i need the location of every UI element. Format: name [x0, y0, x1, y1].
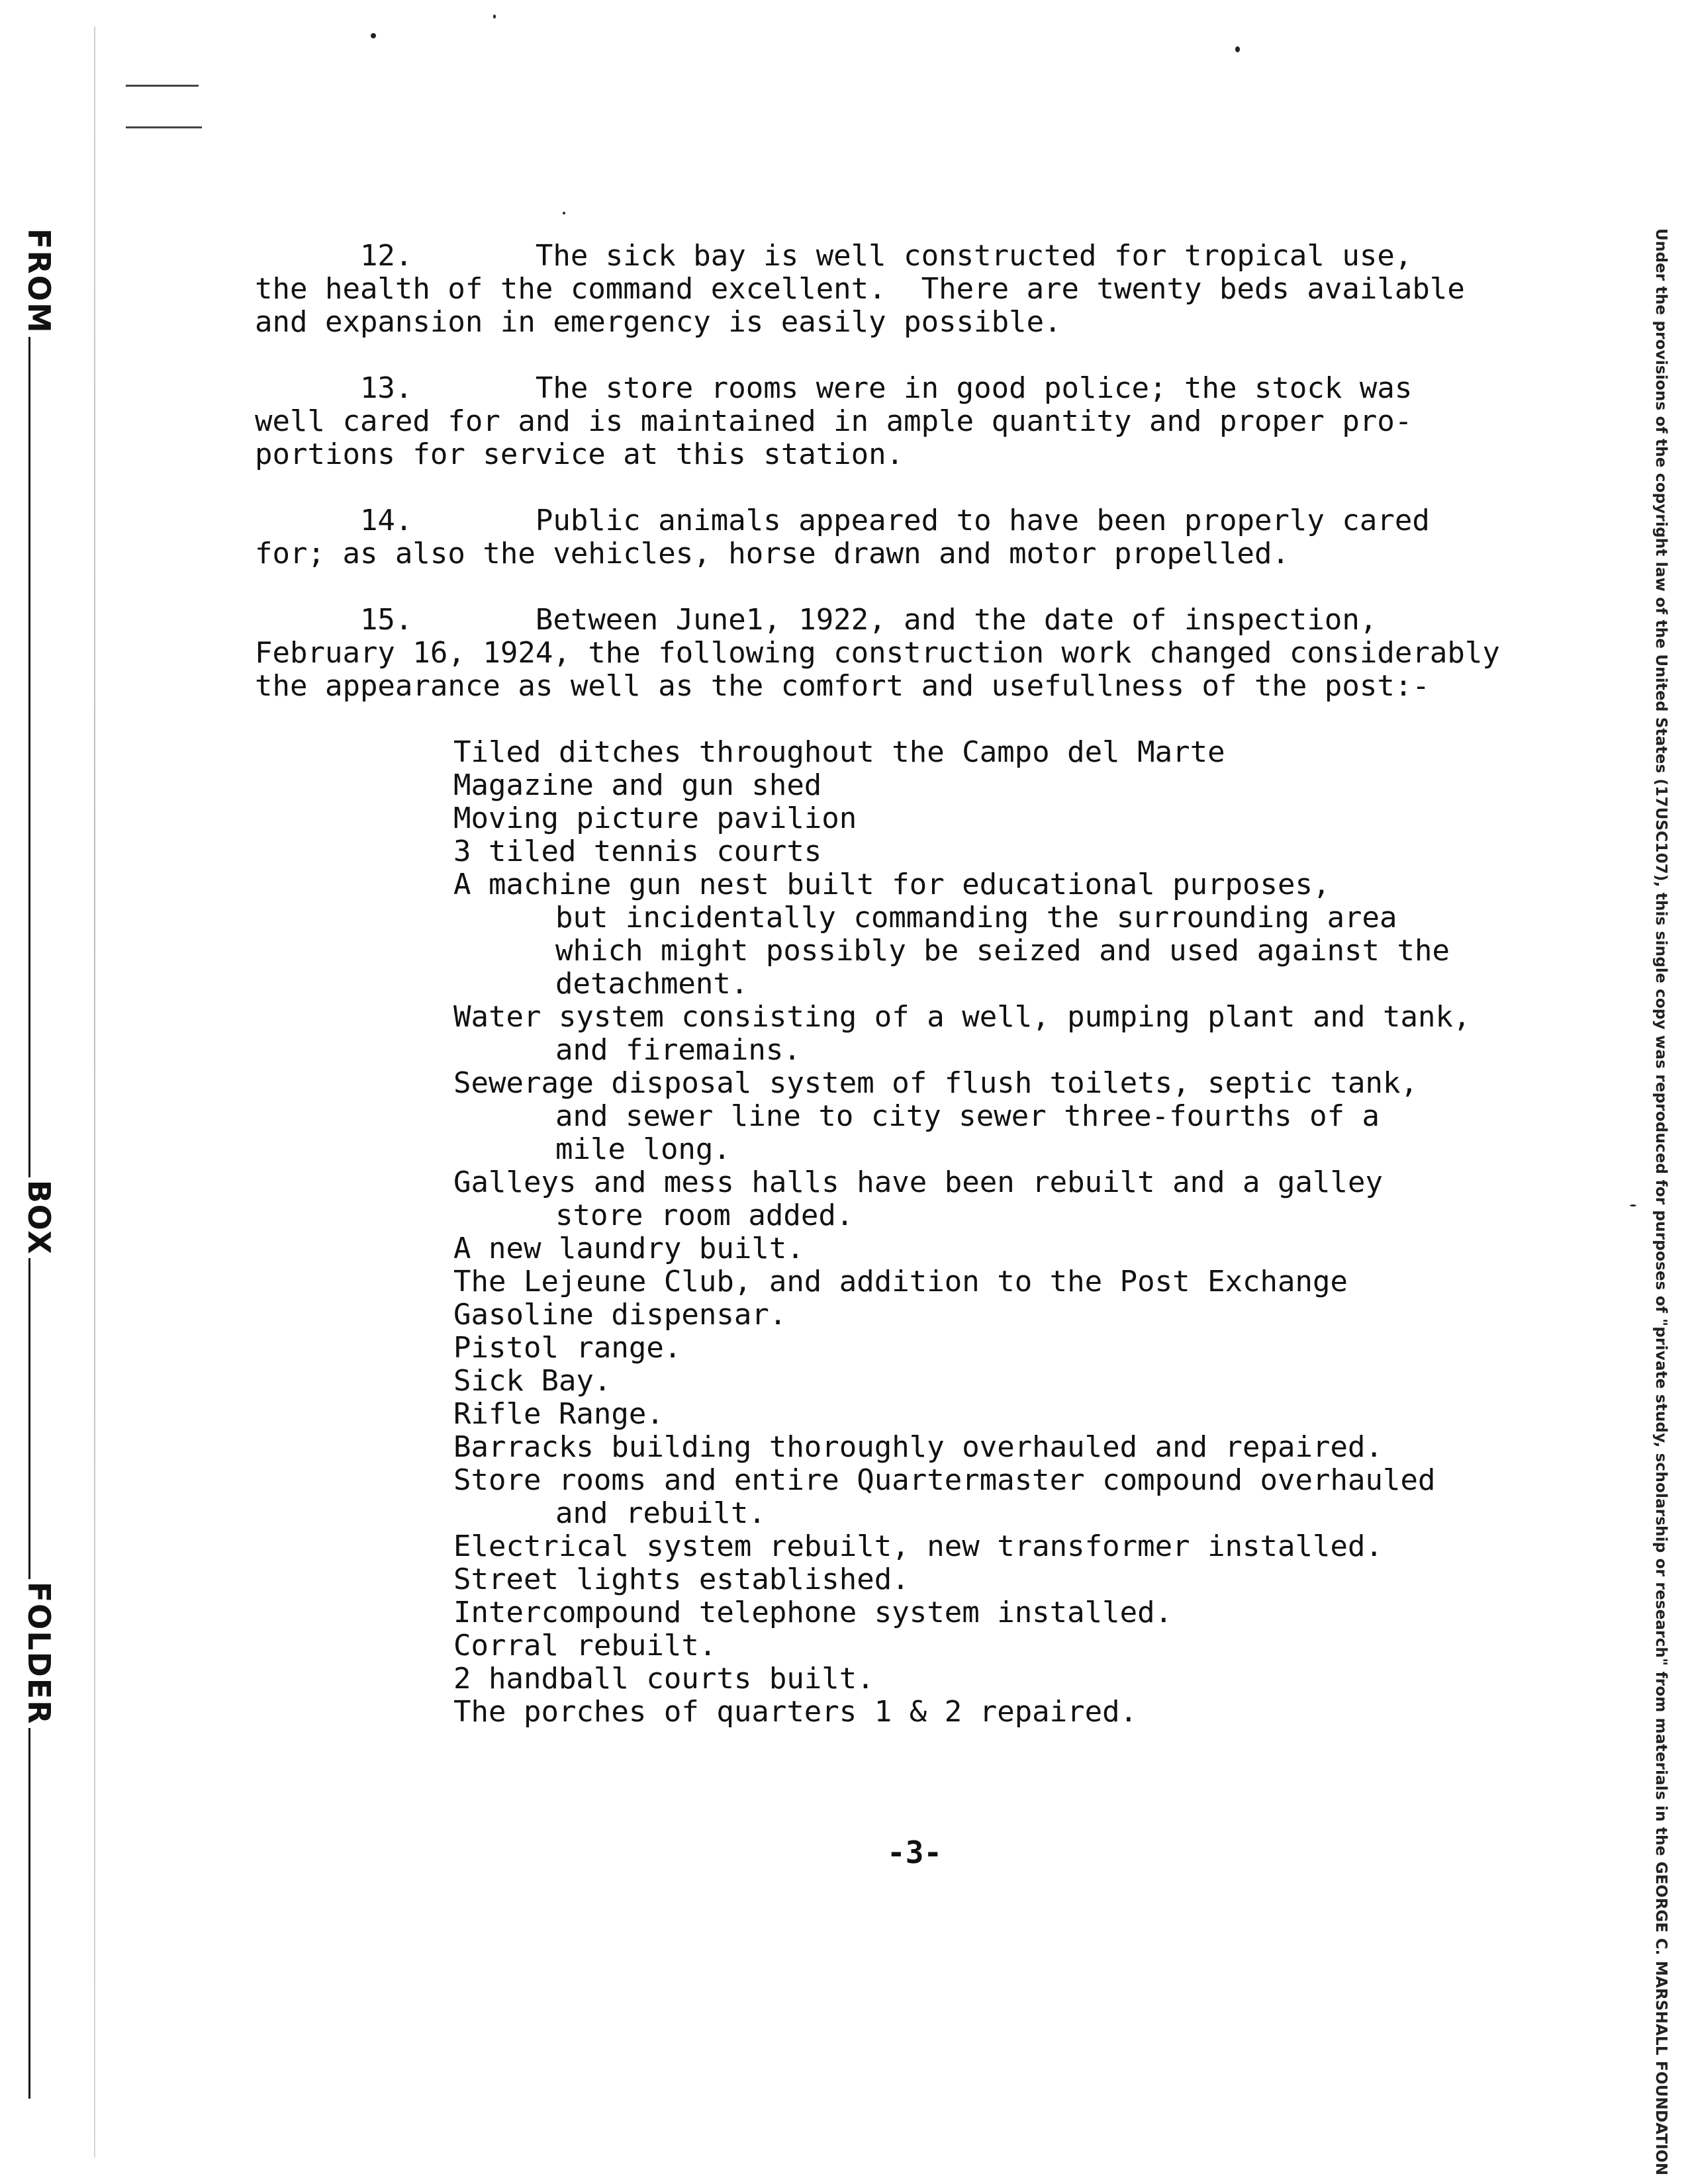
paragraph: [255, 372, 1632, 471]
from-blank-line: [28, 337, 30, 1177]
box-label: BOX: [21, 1179, 57, 1255]
paragraph: [255, 604, 1632, 703]
paragraph: [255, 504, 1632, 570]
box-blank-line: [28, 1258, 30, 1579]
list-item: Water system consisting of a well, pumping plant and tank,: [453, 1000, 1471, 1034]
list-item: Corral rebuilt.: [453, 1629, 717, 1662]
binding-margin-line: [94, 26, 95, 2158]
list-item: Gasoline dispensar.: [453, 1298, 787, 1332]
list-item: The Lejeune Club, and addition to the Post Exchange: [453, 1265, 1348, 1298]
paragraph-line: February 16, 1924, the following construction work changed considerably: [255, 636, 1500, 670]
list-item: Moving picture pavilion: [453, 801, 857, 835]
paragraph-line: the health of the command excellent. There are twenty beds available: [255, 272, 1465, 306]
list-item: A machine gun nest built for educational purposes,: [453, 868, 1331, 901]
list-item-continuation: store room added.: [555, 1199, 854, 1232]
scan-speck: [1235, 46, 1240, 52]
margin-mark: [126, 85, 199, 87]
from-label: FROM: [21, 228, 57, 334]
paragraph-line: 13. The store rooms were in good police; the stock was: [255, 371, 1413, 405]
list-item: Sick Bay.: [453, 1364, 612, 1398]
list-item: Barracks building thoroughly overhauled and repaired.: [453, 1430, 1383, 1464]
list-item: Electrical system rebuilt, new transformer installed.: [453, 1529, 1383, 1563]
page-number: -3-: [887, 1835, 943, 1870]
list-item: The porches of quarters 1 & 2 repaired.: [453, 1695, 1138, 1729]
list-item-continuation: but incidentally commanding the surrounding area: [555, 901, 1397, 934]
numbered-paragraphs: [255, 240, 1632, 703]
paragraph-line: 12. The sick bay is well constructed for tropical use,: [255, 239, 1413, 273]
list-item-continuation: and firemains.: [555, 1033, 801, 1067]
typewritten-body: [255, 240, 1632, 1729]
paragraph-line: and expansion in emergency is easily possible.: [255, 305, 1062, 339]
list-item: Rifle Range.: [453, 1397, 664, 1431]
list-item: Galleys and mess halls have been rebuilt and a galley: [453, 1165, 1383, 1199]
folder-label: FOLDER: [21, 1581, 57, 1725]
list-item-continuation: mile long.: [555, 1132, 731, 1166]
paragraph-line: the appearance as well as the comfort and usefullness of the post:-: [255, 669, 1430, 703]
folder-blank-line: [28, 1728, 30, 2099]
scan-speck: [371, 33, 376, 38]
list-item: Sewerage disposal system of flush toilets, septic tank,: [453, 1066, 1418, 1100]
list-item: Intercompound telephone system installed.: [453, 1596, 1173, 1629]
list-item: Pistol range.: [453, 1331, 682, 1365]
list-item: A new laundry built.: [453, 1232, 804, 1265]
list-item-continuation: which might possibly be seized and used against the: [555, 934, 1450, 968]
list-item-continuation: and sewer line to city sewer three-fourths of a: [555, 1099, 1380, 1133]
copyright-notice: Under the provisions of the copyright law of the United States (17USC107), this single copy was reproduced for purposes of "private study, scholarship or research" from materials in the GEORGE C. MARSHALL FOUNDATION: [1652, 228, 1669, 2176]
construction-work-list: [453, 736, 1632, 1729]
list-item: 3 tiled tennis courts: [453, 835, 822, 868]
list-item: Tiled ditches throughout the Campo del Marte: [453, 735, 1225, 769]
paragraph-line: 15. Between June1, 1922, and the date of inspection,: [255, 603, 1378, 637]
list-item: 2 handball courts built.: [453, 1662, 874, 1696]
list-item-continuation: detachment.: [555, 967, 749, 1001]
paragraph-line: for; as also the vehicles, horse drawn and motor propelled.: [255, 537, 1289, 570]
list-item: Magazine and gun shed: [453, 768, 822, 802]
paragraph-line: well cared for and is maintained in ample quantity and proper pro-: [255, 404, 1413, 438]
paragraph-line: portions for service at this station.: [255, 437, 904, 471]
list-item: Street lights established.: [453, 1563, 910, 1596]
top-margin-marks: [126, 85, 205, 168]
paragraph: [255, 240, 1632, 339]
paragraph-line: 14. Public animals appeared to have been properly cared: [255, 504, 1430, 537]
archive-side-label: [21, 228, 57, 2101]
scan-speck: [493, 15, 496, 19]
list-item: Store rooms and entire Quartermaster compound overhauled: [453, 1463, 1436, 1497]
scan-speck: [1630, 1205, 1636, 1206]
scan-speck: [563, 212, 565, 214]
margin-mark: [126, 126, 202, 128]
list-item-continuation: and rebuilt.: [555, 1496, 766, 1530]
